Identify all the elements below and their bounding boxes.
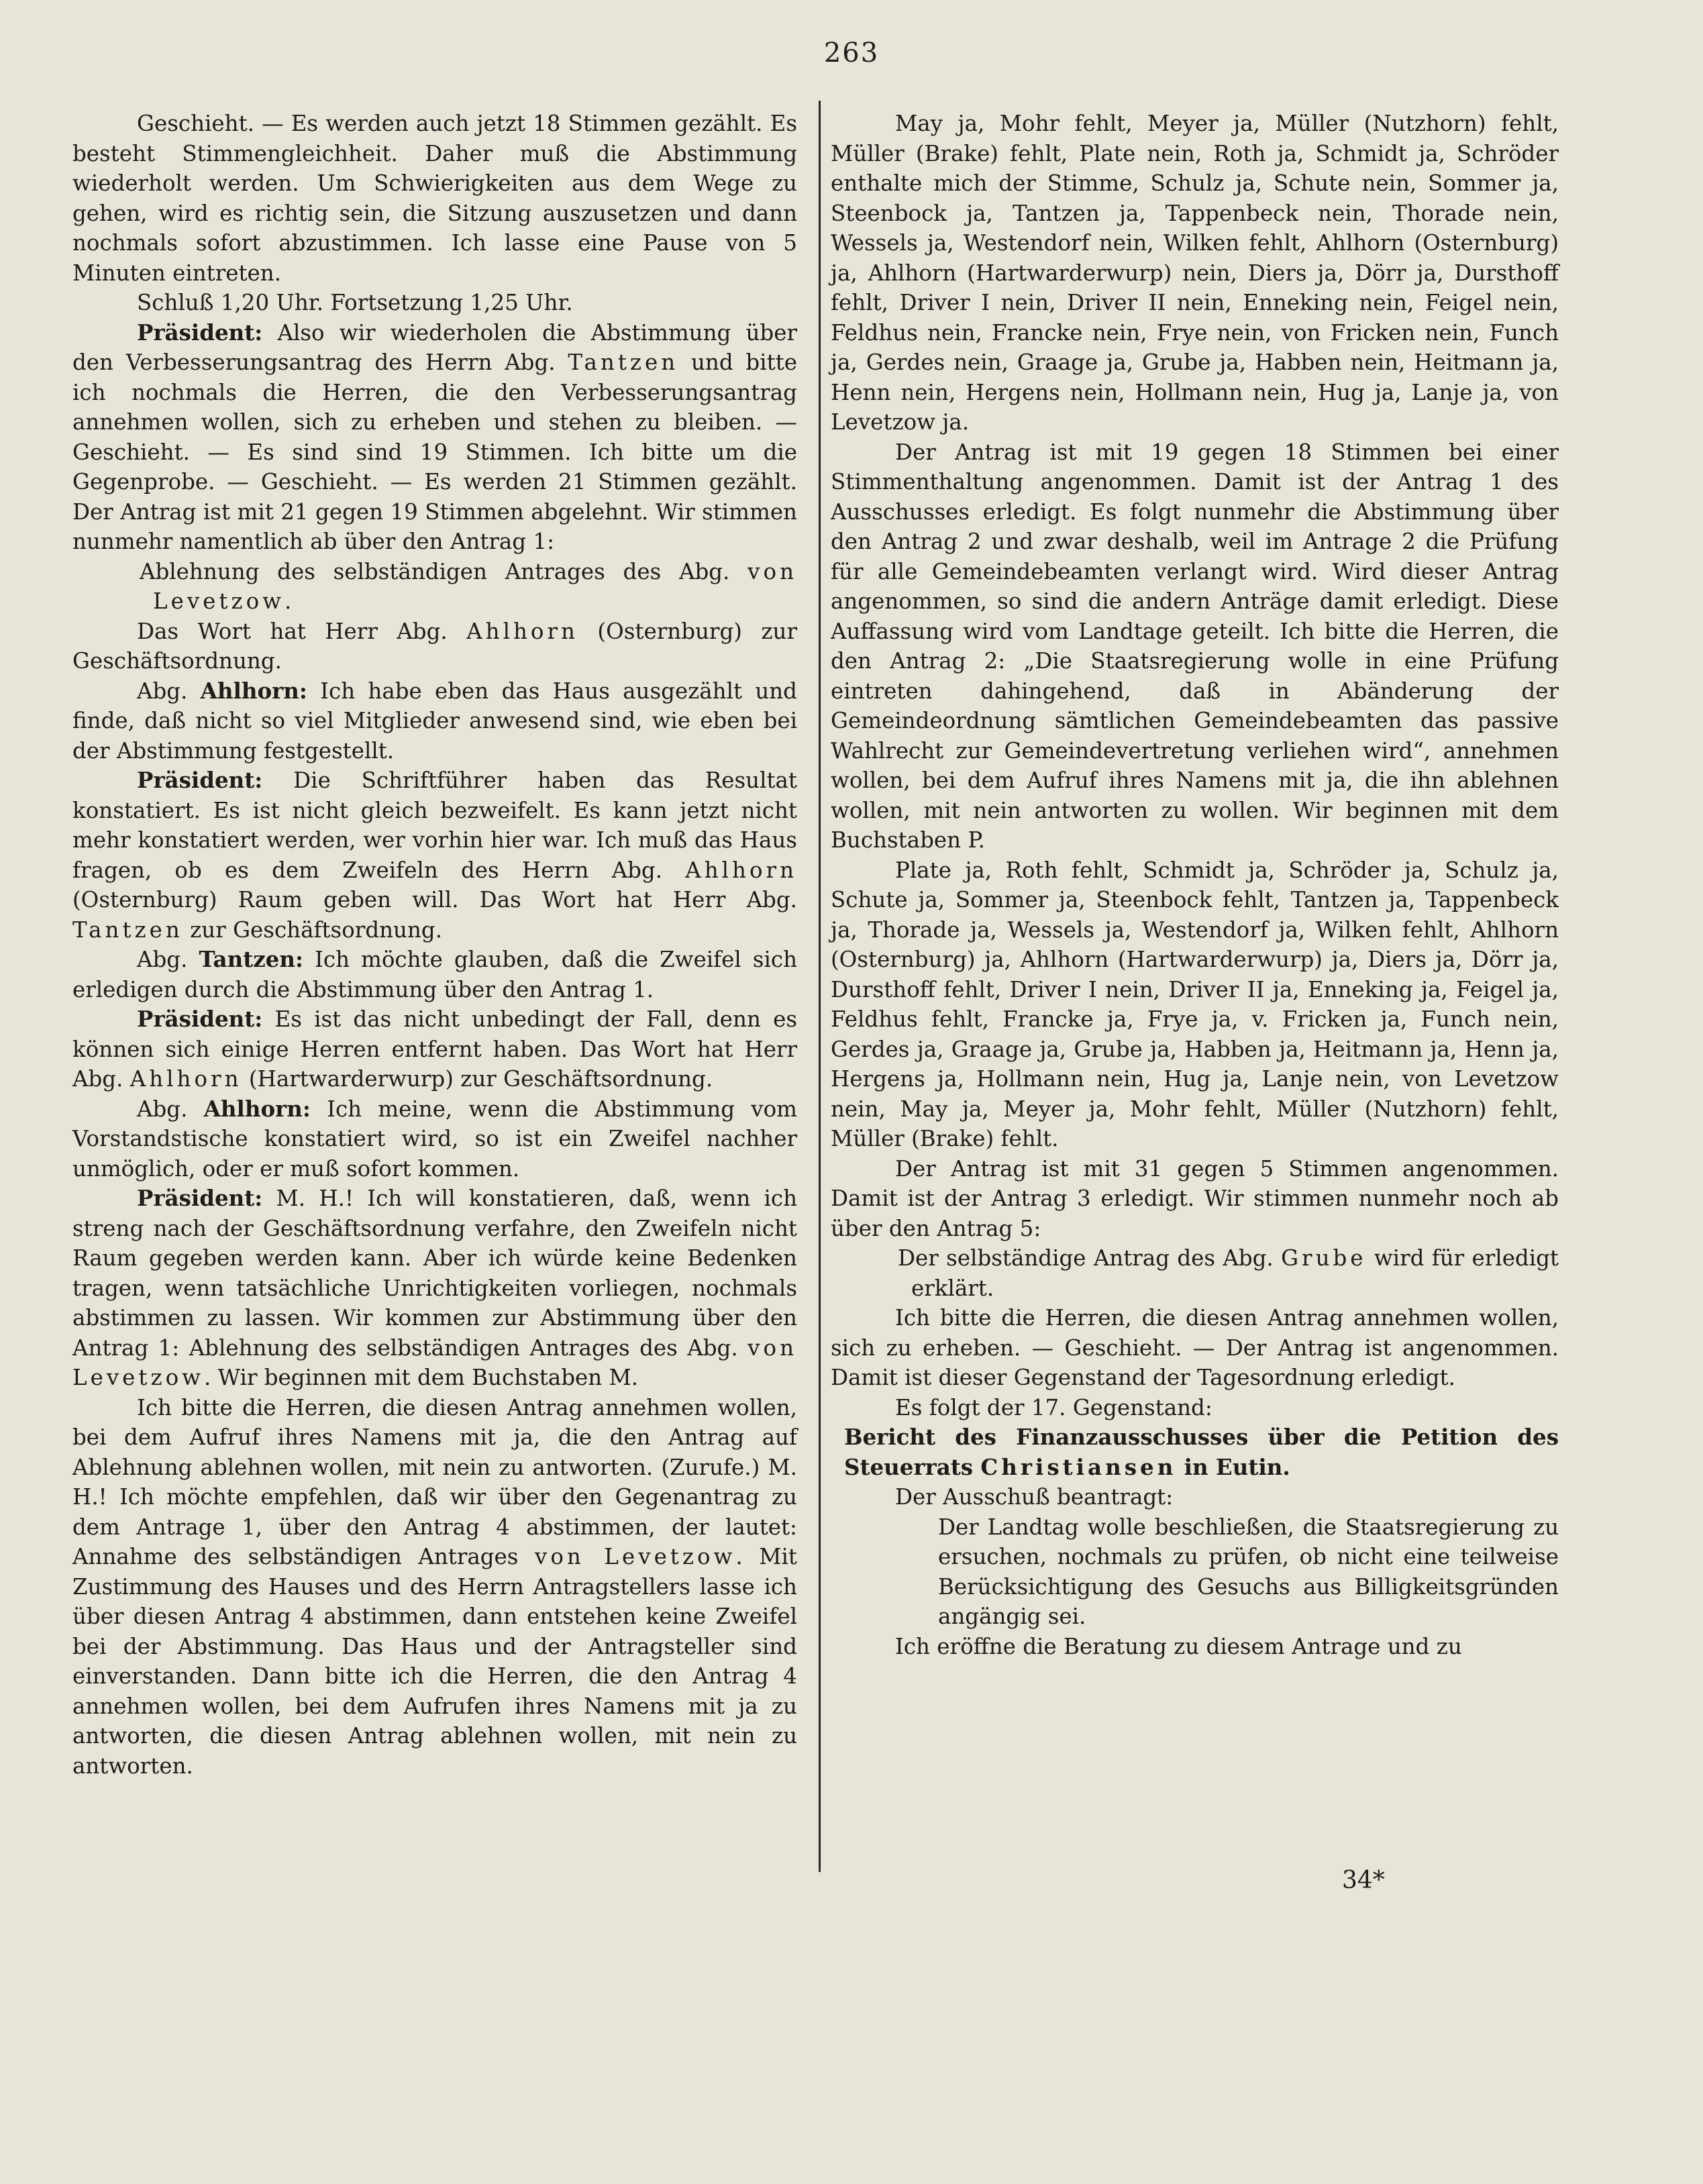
spaced-name: von Levetzow — [535, 1544, 736, 1569]
spaced-name: Tantzen — [568, 350, 679, 375]
page-number: 263 — [823, 38, 880, 68]
paragraph: Der Antrag ist mit 19 gegen 18 Stimmen bei einer Stimmenthaltung angenommen. Damit ist der Antrag 1 des Ausschusses erledigt. Es folgt nunmehr die Abstimmung über den Antrag 2 und zwar deshalb, weil im Antrage 2 die Prüfung für alle Gemeindebeamten verlangt wird. Wird dieser Antrag angenommen, so sind die andern Anträge damit erledigt. Diese Auffassung wird vom Landtage geteilt. Ich bitte die Herren, die den Antrag 2: „Die Staatsregierung wolle in eine Prüfung eintreten dahingehend, daß in Abänderung der Gemeindeordnung sämtlichen Gemeindebeamten das passive Wahlrecht zur Gemeindevertretung verliehen wird“, annehmen wollen, bei dem Aufruf ihres Namens mit ja, die ihn ablehnen wollen, mit nein antworten zu wollen. Wir beginnen mit dem Buchstaben P. — [831, 439, 1559, 853]
speaker-label: Präsident: — [137, 319, 263, 346]
paragraph: Der Antrag ist mit 31 gegen 5 Stimmen angenommen. Damit ist der Antrag 3 erledigt. Wir stimmen nunmehr noch ab über den Antrag 5: — [831, 1155, 1559, 1241]
spaced-name: Christiansen — [980, 1453, 1177, 1480]
agenda-item-heading: Bericht des Finanzausschusses über die Petition des Steuerrats Christiansen in Eutin. — [844, 1424, 1559, 1480]
spaced-name: Grube — [1281, 1245, 1367, 1271]
paragraph: Schluß 1,20 Uhr. Fortsetzung 1,25 Uhr. — [137, 290, 573, 315]
paragraph: Ich bitte die Herren, die diesen Antrag annehmen wollen, bei dem Aufruf ihres Namens mit ja, die den Antrag auf Ablehnung ablehnen wollen, mit nein zu antworten. (Zurufe.) M. H.! Ich möchte empfehlen, daß wir über den Gegenantrag zu dem Antrage 1, über den Antrag 4 abstimmen, der lautet: Annahme des selbständigen Antrages von Levetzow. Mit Zustimmung des Hauses und des Herrn Antragstellers lasse ich über diesen Antrag 4 abstimmen, dann entstehen keine Zweifel bei der Abstimmung. Das Haus und der Antragsteller sind einverstanden. Dann bitte ich die Herren, die den Antrag 4 annehmen wollen, bei dem Aufrufen ihres Namens mit ja zu antworten, die diesen Antrag ablehnen wollen, mit nein zu antworten. — [72, 1394, 797, 1779]
paragraph: Präsident: Die Schriftführer haben das Resultat konstatiert. Es ist nicht gleich bezweifelt. Es kann jetzt nicht mehr konstatiert werden, wer vorhin hier war. Ich muß das Haus fragen, ob es dem Zweifeln des Herrn Abg. Ahlhorn (Osternburg) Raum geben will. Das Wort hat Herr Abg. Tantzen zur Geschäftsordnung. — [72, 767, 797, 943]
speaker-label: Präsident: — [137, 1185, 263, 1211]
spaced-name: Ahlhorn — [130, 1066, 242, 1092]
spaced-name: Tantzen — [72, 917, 183, 943]
roll-call-list: Plate ja, Roth fehlt, Schmidt ja, Schröder ja, Schulz ja, Schute ja, Sommer ja, Steenbock fehlt, Tantzen ja, Tappenbeck ja, Thorade ja, Wessels ja, Westendorf ja, Wilken fehlt, Ahlhorn (Osternburg) ja, Ahlhorn (Hartwarderwurp) ja, Diers ja, Dörr ja, Dursthoff fehlt, Driver I nein, Driver II ja, Enneking ja, Feigel ja, Feldhus fehlt, Francke ja, Frye ja, v. Fricken ja, Funch nein, Gerdes ja, Graage ja, Grube ja, Habben ja, Heitmann ja, Henn ja, Hergens ja, Hollmann nein, Hug ja, Lanje nein, von Levetzow nein, May ja, Meyer ja, Mohr fehlt, Müller (Nutzhorn) fehlt, Müller (Brake) fehlt. — [831, 857, 1559, 1151]
speaker-label: Ahlhorn: — [200, 677, 307, 704]
right-column — [831, 109, 1559, 1661]
paragraph: Präsident: M. H.! Ich will konstatieren, daß, wenn ich streng nach der Geschäftsordnung verfahre, den Zweifeln nicht Raum gegeben werden kann. Aber ich würde keine Bedenken tragen, wenn tatsächliche Unrichtigkeiten vorliegen, nochmals abstimmen zu lassen. Wir kommen zur Abstimmung über den Antrag 1: Ablehnung des selbständigen Antrages des Abg. von Levetzow. Wir beginnen mit dem Buchstaben M. — [72, 1185, 797, 1390]
paragraph: Es folgt der 17. Gegenstand: — [895, 1394, 1212, 1420]
speaker-label: Ahlhorn: — [203, 1095, 311, 1122]
roll-call-list: May ja, Mohr fehlt, Meyer ja, Müller (Nutzhorn) fehlt, Müller (Brake) fehlt, Plate nein, Roth ja, Schmidt ja, Schröder enthalte mich der Stimme, Schulz ja, Schute nein, Sommer ja, Steenbock ja, Tantzen ja, Tappenbeck nein, Thorade nein, Wessels ja, Westendorf nein, Wilken fehlt, Ahlhorn (Osternburg) ja, Ahlhorn (Hartwarderwurp) nein, Diers ja, Dörr ja, Dursthoff fehlt, Driver I nein, Driver II nein, Enneking nein, Feigel nein, Feldhus nein, Francke nein, Frye nein, von Fricken nein, Funch ja, Gerdes nein, Graage ja, Grube ja, Habben nein, Heitmann ja, Henn nein, Hergens nein, Hollmann nein, Hug ja, Lanje ja, von Levetzow ja. — [831, 111, 1559, 435]
column-divider — [819, 101, 821, 1872]
paragraph: Präsident: Also wir wiederholen die Abstimmung über den Verbesserungsantrag des Herrn Abg. Tantzen und bitte ich nochmals die Herren, die den Verbesserungsantrag annehmen wollen, sich zu erheben und stehen zu bleiben. — Geschieht. — Es sind sind 19 Stimmen. Ich bitte um die Gegenprobe. — Geschieht. — Es werden 21 Stimmen gezählt. Der Antrag ist mit 21 gegen 19 Stimmen abgelehnt. Wir stimmen nunmehr namentlich ab über den Antrag 1: — [72, 319, 797, 554]
speaker-label: Tantzen: — [199, 946, 303, 972]
speaker-label: Präsident: — [137, 1006, 263, 1032]
paragraph: Der Ausschuß beantragt: — [895, 1484, 1174, 1510]
spaced-name: von Levetzow — [153, 558, 797, 614]
paragraph: Das Wort hat Herr Abg. Ahlhorn (Osternburg) zur Geschäftsordnung. — [72, 618, 797, 674]
signature-mark: 34* — [1342, 1867, 1385, 1894]
paragraph: Präsident: Es ist das nicht unbedingt der Fall, denn es können sich einige Herren entfernt haben. Das Wort hat Herr Abg. Ahlhorn (Hartwarderwurp) zur Geschäftsordnung. — [72, 1006, 797, 1092]
quoted-motion: Der selbständige Antrag des Abg. Grube wird für erledigt erklärt. — [898, 1245, 1559, 1301]
paragraph: Geschieht. — Es werden auch jetzt 18 Stimmen gezählt. Es besteht Stimmengleichheit. Daher muß die Abstimmung wiederholt werden. Um Schwierigkeiten aus dem Wege zu gehen, wird es richtig sein, die Sitzung auszusetzen und dann nochmals sofort abzustimmen. Ich lasse eine Pause von 5 Minuten eintreten. — [72, 111, 797, 286]
paragraph: Abg. Ahlhorn: Ich habe eben das Haus ausgezählt und finde, daß nicht so viel Mitglieder anwesend sind, wie eben bei der Abstimmung festgestellt. — [72, 677, 797, 764]
spaced-name: Ahlhorn — [685, 857, 797, 883]
quoted-motion: Der Landtag wolle beschließen, die Staatsregierung zu ersuchen, nochmals zu prüfen, ob nicht eine teilweise Berücksichtigung des Gesuchs aus Billigkeitsgründen angängig sei. — [938, 1514, 1559, 1629]
left-column — [72, 109, 797, 1781]
paragraph: Ich bitte die Herren, die diesen Antrag annehmen wollen, sich zu erheben. — Geschieht. — Der Antrag ist angenommen. Damit ist dieser Gegenstand der Tagesordnung erledigt. — [831, 1305, 1559, 1390]
quoted-motion: Ablehnung des selbständigen Antrages des Abg. von Levetzow. — [140, 558, 797, 614]
paragraph: Abg. Tantzen: Ich möchte glauben, daß die Zweifel sich erledigen durch die Abstimmung über den Antrag 1. — [72, 946, 797, 1002]
paragraph: Ich eröffne die Beratung zu diesem Antrage und zu — [895, 1633, 1462, 1659]
paragraph: Abg. Ahlhorn: Ich meine, wenn die Abstimmung vom Vorstandstische konstatiert wird, so ist ein Zweifel nachher unmöglich, oder er muß sofort kommen. — [72, 1095, 797, 1182]
spaced-name: von Levetzow — [72, 1335, 797, 1390]
spaced-name: Ahlhorn — [466, 618, 578, 644]
speaker-label: Präsident: — [137, 767, 263, 793]
